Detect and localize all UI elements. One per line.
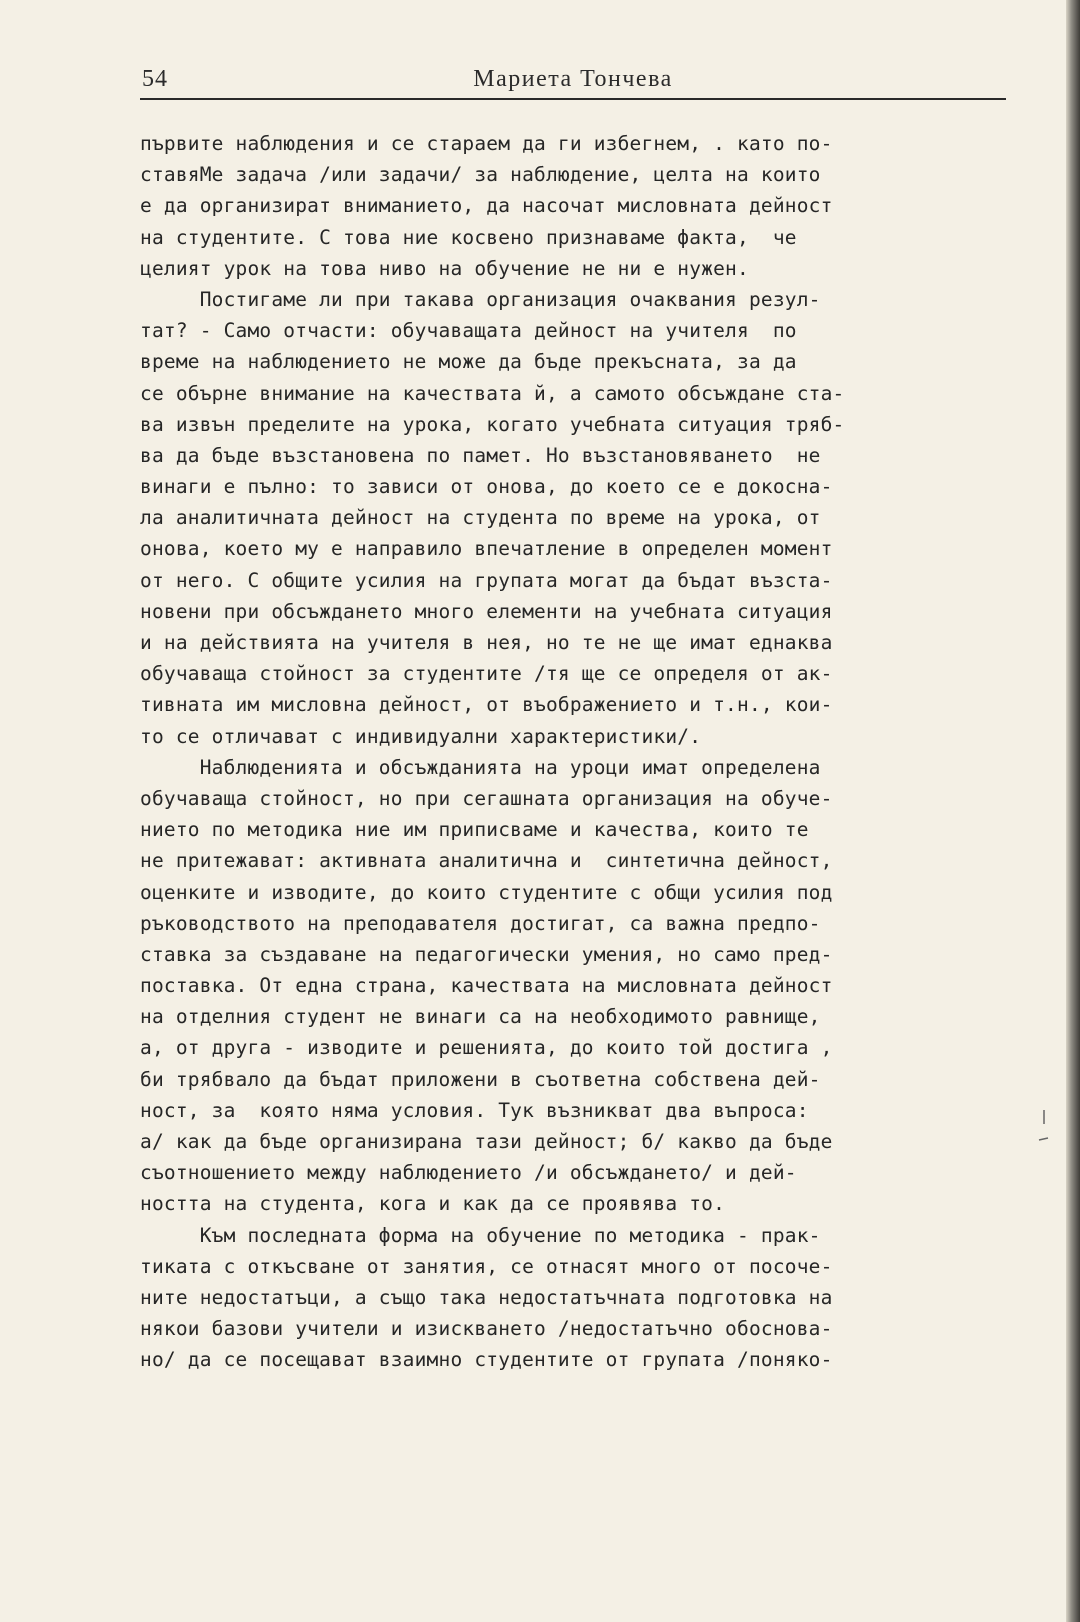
text-line: новени при обсъждането много елементи на учебната ситуация [140, 599, 833, 623]
text-line: ните недостатъци, а също така недостатъчната подготовка на [140, 1285, 833, 1309]
text-line: онова, което му е направило впечатление в определен момент [140, 537, 833, 561]
text-line: поставка. От една страна, качествата на мисловната дейност [140, 974, 833, 998]
text-line: оценките и изводите, до които студентите с общи усилия под [140, 880, 833, 904]
text-line: а/ как да бъде организирана тази дейност; б/ какво да бъде [140, 1130, 833, 1153]
margin-tick-icon [1036, 1108, 1052, 1148]
text-line: ността на студента, кога и как да се проявява то. [140, 1192, 726, 1216]
text-line: ва да бъде възстановена по памет. Но възстановяването не [140, 443, 821, 467]
body-text [140, 128, 1010, 1376]
text-line: Постигаме ли при такава организация очаквания резул- [140, 287, 821, 311]
text-line: Към последната форма на обучение по методика - прак- [140, 1223, 821, 1247]
text-line: тивната им мисловна дейност, от въображението и т.н., кои- [140, 693, 833, 717]
text-line: обучаваща стойност, но при сегашната организация на обуче- [140, 786, 833, 810]
text-line: целият урок на това ниво на обучение не ни е нужен. [140, 256, 749, 280]
text-line: тат? - Само отчасти: обучаващата дейност на учителя по [140, 319, 797, 343]
text-line: но/ да се посещават взаимно студентите от групата /поняко- [140, 1348, 833, 1372]
page-number: 54 [142, 66, 168, 92]
text-line: винаги е пълно: то зависи от онова, до което се е докосна- [140, 475, 833, 499]
text-line: ръководството на преподавателя достигат, са важна предпо- [140, 911, 821, 935]
binding-edge [1066, 0, 1080, 1622]
text-line: тиката с откъсване от занятия, се отнасят много от посоче- [140, 1254, 833, 1278]
text-line: и на действията на учителя в нея, но те не ще имат еднаква [140, 631, 833, 654]
text-line: на отделния студент не винаги са на необходимото равнище, [140, 1005, 821, 1029]
text-line: от него. С общите усилия на групата могат да бъдат възста- [140, 568, 833, 592]
text-line: на студентите. С това ние косвено признаваме факта, че [140, 225, 797, 249]
text-line: ставяМе задача /или задачи/ за наблюдение, целта на които [140, 163, 821, 187]
text-line: не притежават: активната аналитична и синтетична дейност, [140, 849, 833, 873]
text-line: ла аналитичната дейност на студента по време на урока, от [140, 506, 821, 530]
text-line: Наблюденията и обсъжданията на уроци имат определена [140, 755, 821, 779]
text-line: време на наблюдението не може да бъде прекъсната, за да [140, 350, 797, 374]
margin-pencil-mark [1036, 1108, 1052, 1154]
text-line: а, от друга - изводите и решенията, до които той достига , [140, 1036, 833, 1060]
page-header [140, 64, 1006, 100]
text-line: ност, за която няма условия. Тук възникват два въпроса: [140, 1098, 809, 1122]
text-line: се обърне внимание на качествата й, а самото обсъждане ста- [140, 381, 845, 405]
text-line: обучаваща стойност за студентите /тя ще се определя от ак- [140, 662, 833, 686]
text-line: то се отличават с индивидуални характеристики/. [140, 724, 702, 748]
text-line: е да организират вниманието, да насочат мисловната дейност [140, 194, 833, 218]
text-line: нието по методика ние им приписваме и качества, които те [140, 818, 809, 842]
running-title: Мариета Тончева [473, 66, 673, 92]
text-line: някои базови учители и изискването /недостатъчно обоснова- [140, 1317, 833, 1341]
text-line: ва извън пределите на урока, когато учебната ситуация тряб- [140, 412, 845, 436]
text-line: би трябвало да бъдат приложени в съответна собствена дей- [140, 1067, 821, 1091]
text-line: ставка за създаване на педагогически умения, но само пред- [140, 942, 833, 966]
text-line: първите наблюдения и се стараем да ги избегнем, . като по- [140, 132, 833, 155]
text-line: съотношението между наблюдението /и обсъждането/ и дей- [140, 1161, 797, 1185]
